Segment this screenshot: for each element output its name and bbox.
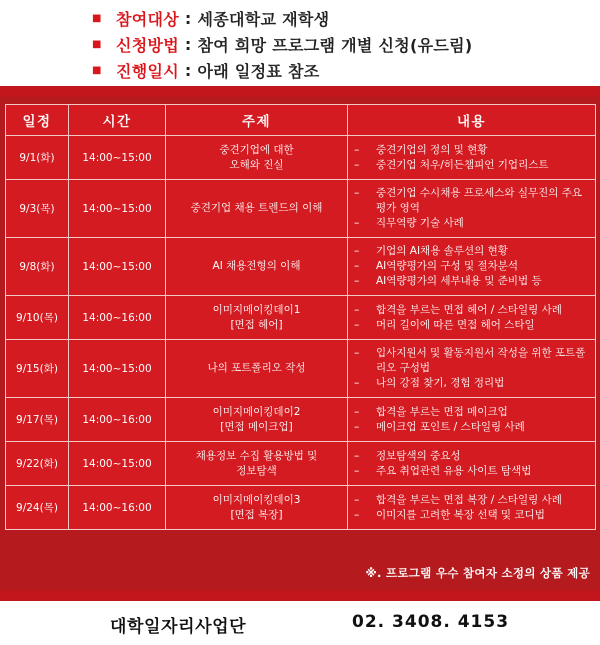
content-item [354,420,587,435]
cell-topic [166,340,348,398]
dash-bullet-icon: – [354,217,360,229]
cell-topic [166,486,348,530]
dash-bullet-icon: – [354,303,360,316]
cell-content [348,296,596,340]
cell-time: 14:00~15:00 [69,238,166,296]
table-row [6,136,596,180]
table-header-row [6,105,596,136]
cell-date: 9/15(화) [6,340,69,398]
content-text: 중견기업 수시채용 프로세스와 실무진의 주요 평가 영역 [376,187,583,214]
topic-line: 이미지메이킹데이3 [212,493,301,506]
dash-bullet-icon: – [354,508,360,521]
content-item [354,493,587,508]
cell-topic [166,442,348,486]
cell-date: 9/22(화) [6,442,69,486]
content-item [354,449,587,464]
content-item [354,274,587,289]
bullet-icon: ■ [92,12,102,24]
cell-content [348,180,596,238]
table-row [6,486,596,530]
dash-bullet-icon: – [354,420,360,433]
cell-topic [166,238,348,296]
footer-phone: 02. 3408. 4153 [352,612,510,632]
cell-time: 14:00~16:00 [69,486,166,530]
content-item [354,376,587,391]
cell-time: 14:00~16:00 [69,296,166,340]
content-item [354,405,587,420]
cell-date: 9/10(목) [6,296,69,340]
cell-topic [166,296,348,340]
cell-topic [166,398,348,442]
content-item [354,259,587,274]
topic-line: 이미지메이킹데이2 [212,405,301,418]
info-value: 세종대학교 재학생 [197,9,330,29]
dash-bullet-icon: – [354,275,360,287]
content-item [354,244,587,259]
content-item [354,318,587,333]
dash-bullet-icon: – [354,493,360,506]
info-method: ■ 신청방법 : 참여 희망 프로그램 개별 신청(유드림) [92,34,473,55]
topic-line: [면접 메이크업] [220,420,293,433]
content-text: 나의 강점 찾기, 경험 정리법 [376,377,505,389]
content-text: 주요 취업관련 유용 사이트 탐색법 [376,464,532,477]
info-label: 신청방법 [116,35,180,55]
content-item [354,508,587,523]
topic-line: 채용정보 수집 활용방법 및 [195,449,318,462]
dash-bullet-icon: – [354,245,360,257]
bullet-icon: ■ [92,64,102,76]
topic-line: 나의 포트폴리오 작성 [207,362,306,374]
topic-line: [면접 복장] [230,508,283,521]
dash-bullet-icon: – [354,377,360,389]
cell-date: 9/8(화) [6,238,69,296]
content-text: 머리 길이에 따른 면접 헤어 스타일 [376,318,535,331]
header-topic: 주제 [166,105,348,136]
table-body [6,136,596,530]
cell-topic [166,180,348,238]
top-divider [0,86,600,97]
cell-date: 9/17(목) [6,398,69,442]
table-row [6,180,596,238]
cell-time: 14:00~16:00 [69,398,166,442]
content-text: 중견기업의 정의 및 현황 [376,143,488,156]
table-row [6,442,596,486]
content-text: 중견기업 처우/히든챔피언 기업리스트 [376,158,549,171]
cell-topic [166,136,348,180]
bullet-icon: ■ [92,38,102,50]
content-item [354,158,587,173]
topic-line: 오해와 진실 [229,158,284,171]
info-value: 참여 희망 프로그램 개별 신청(유드림) [197,35,473,55]
info-section [0,0,600,88]
schedule-table [5,104,596,530]
cell-time: 14:00~15:00 [69,136,166,180]
info-target: ■ 참여대상 : 세종대학교 재학생 [92,8,330,29]
cell-date: 9/3(목) [6,180,69,238]
header-date: 일정 [6,105,69,136]
content-text: AI역량평가의 구성 및 절차분석 [376,260,519,272]
content-item [354,186,587,216]
dash-bullet-icon: – [354,187,360,199]
table-row [6,340,596,398]
content-text: 합격을 부르는 면접 헤어 / 스타일링 사례 [376,303,562,316]
content-text: 합격을 부르는 면접 복장 / 스타일링 사례 [376,493,562,506]
info-label: 참여대상 [116,9,180,29]
topic-line: AI 채용전형의 이해 [212,260,301,272]
dash-bullet-icon: – [354,405,360,418]
topic-line: 이미지메이킹데이1 [212,303,301,316]
dash-bullet-icon: – [354,143,360,156]
content-item [354,346,587,376]
content-item [354,216,587,231]
cell-date: 9/1(화) [6,136,69,180]
cell-content [348,340,596,398]
info-schedule: ■ 진행일시 : 아래 일정표 참조 [92,60,320,81]
content-text: 기업의 AI채용 솔루션의 현황 [376,245,508,257]
cell-content [348,136,596,180]
footer-org: 대학일자리사업단 [110,617,247,637]
cell-time: 14:00~15:00 [69,442,166,486]
prize-note: ※. 프로그램 우수 참여자 소정의 상품 제공 [365,566,590,580]
cell-time: 14:00~15:00 [69,340,166,398]
info-value: 아래 일정표 참조 [197,61,320,81]
info-label: 진행일시 [116,61,180,81]
content-item [354,303,587,318]
header-content: 내용 [348,105,596,136]
dash-bullet-icon: – [354,158,360,171]
topic-line: 정보탐색 [236,464,277,477]
cell-time: 14:00~15:00 [69,180,166,238]
dash-bullet-icon: – [354,347,360,359]
content-text: 이미지를 고려한 복장 선택 및 코디법 [376,508,545,521]
content-text: AI역량평가의 세부내용 및 준비법 등 [376,275,542,287]
table-row [6,296,596,340]
table-row [6,398,596,442]
cell-content [348,442,596,486]
dash-bullet-icon: – [354,318,360,331]
content-text: 합격을 부르는 면접 메이크업 [376,405,508,418]
table-row [6,238,596,296]
content-text: 메이크업 포인트 / 스타일링 사례 [376,420,525,433]
cell-content [348,486,596,530]
cell-content [348,238,596,296]
content-text: 정보탐색의 중요성 [376,449,461,462]
bottom-divider [0,590,600,601]
dash-bullet-icon: – [354,260,360,272]
dash-bullet-icon: – [354,464,360,477]
dash-bullet-icon: – [354,449,360,462]
topic-line: 중견기업 채용 트렌드의 이해 [190,202,323,214]
cell-content [348,398,596,442]
topic-line: [면접 헤어] [230,318,283,331]
content-text: 직무역량 기술 사례 [376,217,464,229]
content-text: 입사지원서 및 활동지원서 작성을 위한 포트폴리오 구성법 [376,347,586,374]
content-item [354,464,587,479]
content-item [354,143,587,158]
topic-line: 중견기업에 대한 [219,143,294,156]
cell-date: 9/24(목) [6,486,69,530]
header-time: 시간 [69,105,166,136]
